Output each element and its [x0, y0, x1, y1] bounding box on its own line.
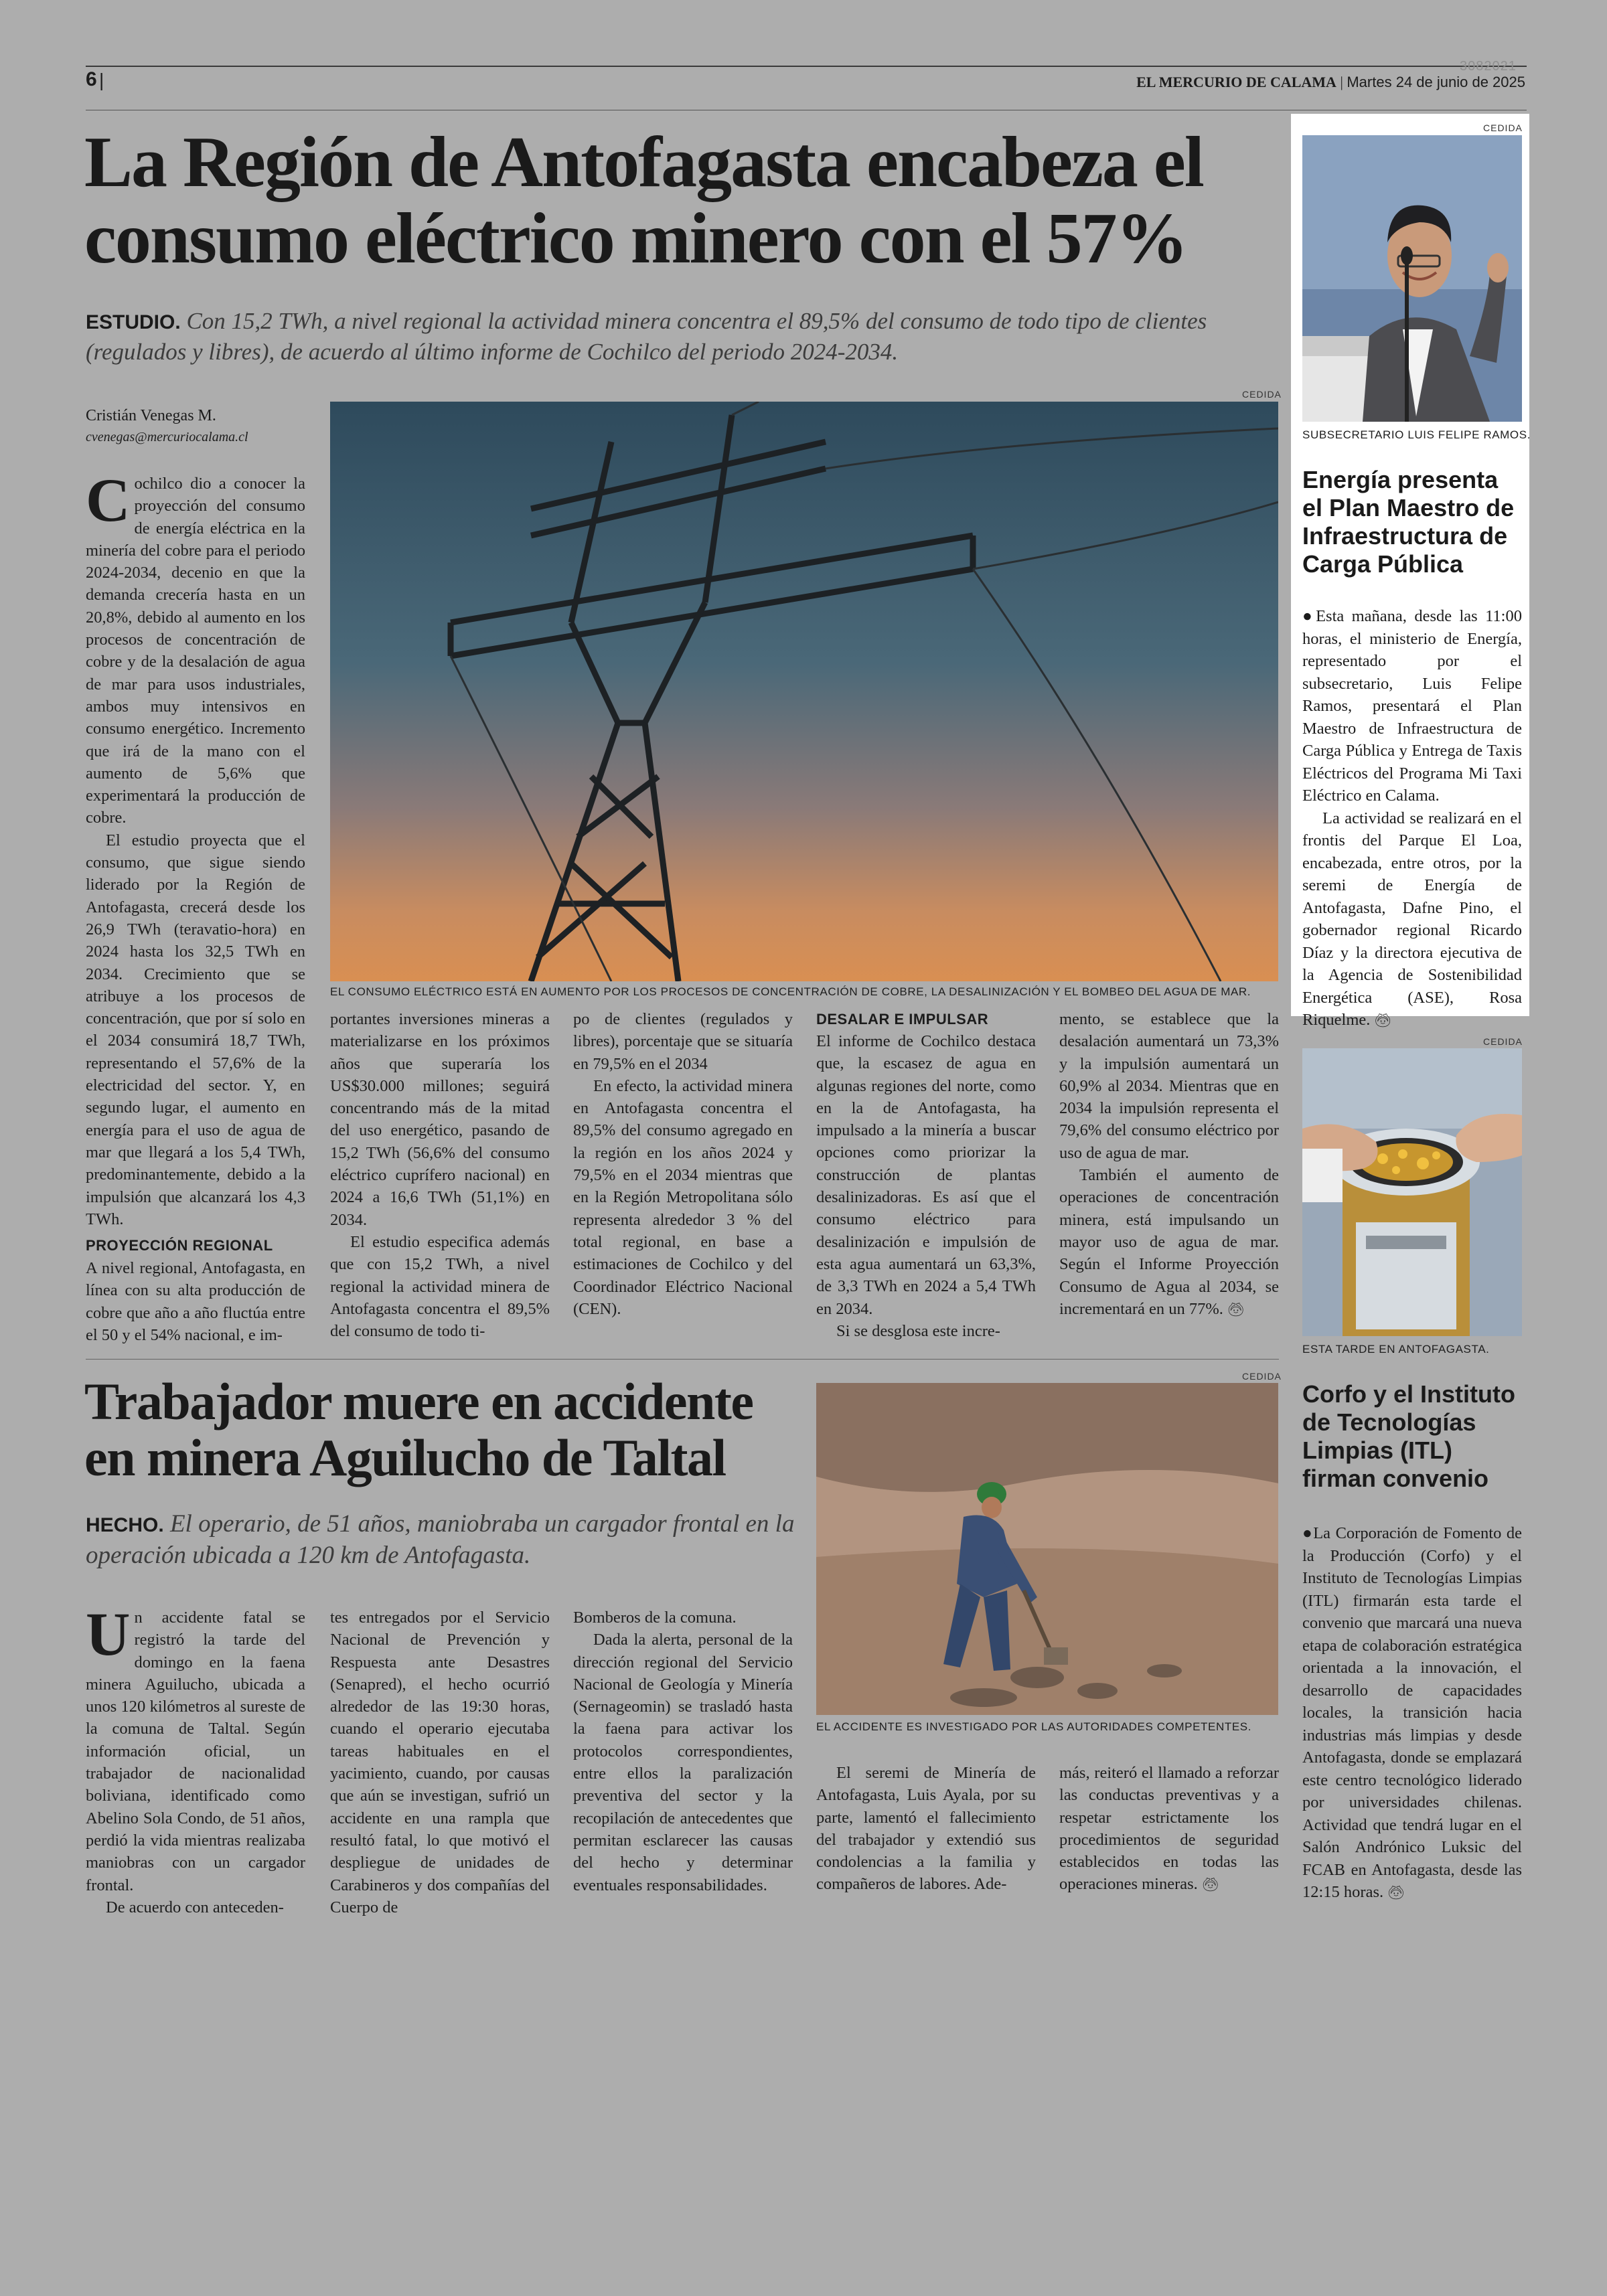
power-tower-image	[330, 402, 1278, 981]
article2-kicker: HECHO.	[86, 1514, 164, 1536]
article2-paragraph: Bomberos de la comuna.	[573, 1609, 737, 1627]
sidebar2-photo	[1302, 1048, 1522, 1336]
lab-equipment-image	[1302, 1048, 1522, 1336]
article1-paragraph: El informe de Cochilco destaca que, la escasez de agua en algunas regiones del norte, como en la de Antofagasta, ha impulsado a la minería a buscar opciones como priorizar la construcción de plantas desalinizadoras. Es así que el consumo eléctrico para desalinización e impulsión de esta agua aumentará un 63,3%, de 3,3 TWh en 2024 a 5,4 TWh en 2034.	[816, 1032, 1036, 1318]
article2-drop-cap: U	[86, 1600, 131, 1668]
article2-paragraph: Dada la alerta, personal de la dirección regional del Servicio Nacional de Geología y Minería (Sernageomin) se trasladó hasta la faena para activar los protocolos correspondientes, entre ellos la paralización preventiva del sector y la recopilación de antecedentes que permitan esclarecer las causas del hecho y determinar eventuales responsabilidades.	[573, 1631, 793, 1894]
sidebar1-paragraph	[1302, 807, 1522, 1032]
article2-column-2	[330, 1607, 550, 1918]
article1-photo-caption: EL CONSUMO ELÉCTRICO ESTÁ EN AUMENTO POR LOS PROCESOS DE CONCENTRACIÓN DE COBRE, LA DESALINIZACIÓN Y EL BOMBEO DEL AGUA DE MAR.	[330, 985, 1251, 998]
article1-author: Cristián Venegas M.	[86, 407, 216, 424]
publication-name: EL MERCURIO DE CALAMA	[1136, 74, 1336, 90]
article2-photo-caption: EL ACCIDENTE ES INVESTIGADO POR LAS AUTORIDADES COMPETENTES.	[816, 1720, 1252, 1733]
masthead-info	[1136, 74, 1525, 91]
article2-photo	[816, 1383, 1278, 1715]
end-mark-icon: 🙆︎	[1374, 1012, 1391, 1028]
sidebar1-paragraph-text: Esta mañana, desde las 11:00 horas, el ministerio de Energía, representado por el subsecretario, Luis Felipe Ramos, presentará el Plan Maestro de Infraestructura de Carga Pública y Entrega de Taxis Eléctricos del Programa Mi Taxi Eléctrico en Calama.	[1302, 607, 1522, 805]
article1-column-3	[573, 1008, 793, 1320]
bullet-icon: ●	[1302, 1524, 1314, 1542]
sidebar1-photo	[1302, 135, 1522, 422]
article1-photo-credit: CEDIDA	[1242, 389, 1282, 400]
sidebar2-headline: Corfo y el Instituto de Tecnologías Limpias (ITL) firman convenio	[1302, 1380, 1515, 1492]
page-number: 6	[86, 68, 97, 90]
article1-paragraph: A nivel regional, Antofagasta, en línea con su alta producción de cobre que año a año fluctúa entre el 50 y el 54% nacional, e im-	[86, 1259, 305, 1344]
issue-date: Martes 24 de junio de 2025	[1347, 74, 1525, 90]
article1-title	[84, 122, 1290, 278]
article1-lead-text: Con 15,2 TWh, a nivel regional la actividad minera concentra el 89,5% del consumo de todo tipo de clientes (regulados y libres), de acuerdo al último informe de Cochilco del periodo 2024-2034.	[86, 308, 1207, 365]
article2-paragraph: De acuerdo con anteceden-	[106, 1898, 284, 1916]
article1-column-1	[86, 466, 305, 1346]
sidebar2-content	[1302, 1380, 1522, 1904]
article1-paragraph: Si se desglosa este incre-	[836, 1321, 1000, 1340]
end-mark-icon: 🙆︎	[1201, 1876, 1219, 1893]
article2-title-line1: Trabajador muere en accidente	[84, 1372, 753, 1430]
article1-column-2	[330, 1008, 550, 1342]
sidebar1-body	[1302, 605, 1522, 1032]
sidebar1-headline: Energía presenta el Plan Maestro de Infraestructura de Carga Pública	[1302, 466, 1515, 578]
article1-column-5	[1059, 1008, 1279, 1321]
end-mark-icon: 🙆︎	[1387, 1884, 1405, 1900]
article1-paragraph: mento, se establece que la desalación aumentará un 73,3% y la impulsión aumentará un 60,9% al 2034. Mientras que en 2034 la impulsión representa el 79,6% del consumo eléctrico por uso de agua de mar.	[1059, 1010, 1279, 1162]
article1-photo	[330, 402, 1278, 981]
article1-paragraph	[1059, 1164, 1279, 1321]
page-number-separator: |	[99, 70, 104, 90]
sidebar1-paragraph	[1302, 605, 1522, 807]
sidebar2-body	[1302, 1522, 1522, 1904]
article1-paragraph: En efecto, la actividad minera en Antofagasta concentra el 89,5% del consumo agregado en la región en los años 2024 y 79,5% en el 2034 mientras que en la Región Metropolitana sólo representa alrededor 3 % del total regional, en base a estimaciones de Cochilco y del Coordinador Eléctrico Nacional (CEN).	[573, 1076, 793, 1318]
sidebar1-paragraph-text: La actividad se realizará en el frontis del Parque El Loa, encabezada, entre otros, por la seremi de Energía de Antofagasta, Dafne Pino, el gobernador regional Ricardo Díaz y la directora ejecutiva de la Agencia de Sostenibilidad Energética (ASE), Rosa Riquelme.	[1302, 809, 1522, 1029]
speaker-portrait-image	[1302, 135, 1522, 422]
sidebar2-photo-caption: ESTA TARDE EN ANTOFAGASTA.	[1302, 1343, 1490, 1356]
end-mark-icon: 🙆︎	[1227, 1301, 1245, 1317]
article2-paragraph-text: más, reiteró el llamado a reforzar las conductas preventivas y a respetar estrictamente los procedimientos de seguridad establecidos en todas las operaciones mineras.	[1059, 1764, 1279, 1894]
article2-photo-credit: CEDIDA	[1242, 1371, 1282, 1382]
article1-column-4	[816, 1008, 1036, 1342]
article2-column-4	[816, 1762, 1036, 1896]
mine-worker-image	[816, 1383, 1278, 1715]
article1-title-line1: La Región de Antofagasta encabeza el	[84, 122, 1203, 202]
article2-column-1	[86, 1600, 305, 1918]
article1-paragraph: portantes inversiones mineras a materializarse en los próximos años que superaría los US$30.000 millones; seguirá concentrando más de la mitad del uso energético, pasando de 15,2 TWh (56,6% del consumo eléctrico cuprífero nacional) en 2024 a 16,6 TWh (51,1%) en 2034.	[330, 1010, 550, 1229]
article1-drop-cap: C	[86, 466, 131, 534]
article1-kicker: ESTUDIO.	[86, 311, 181, 333]
article2-paragraph: tes entregados por el Servicio Nacional de Prevención y Respuesta ante Desastres (Senapred), el hecho ocurrió alrededor de las 19:30 horas, cuando el operario ejecutaba tareas habituales en el yacimiento, cuando, por causas que aún se investigan, sufrió un accidente en una rampla que resultó fatal, lo que motivó el despliegue de unidades de Carabineros y dos compañías del Cuerpo de	[330, 1609, 550, 1916]
article2-lead-text: El operario, de 51 años, maniobraba un cargador frontal en la operación ubicada a 120 km de Antofagasta.	[86, 1510, 795, 1569]
article1-lead	[86, 307, 1284, 367]
sidebar1-content	[1302, 466, 1522, 1032]
article-separator	[86, 1359, 1279, 1360]
article1-paragraph: po de clientes (regulados y libres), porcentaje que se situaría en 79,5% en el 2034	[573, 1010, 793, 1073]
article2-paragraph: El seremi de Minería de Antofagasta, Luis Ayala, por su parte, lamentó el fallecimiento del trabajador y extendió sus condolencias a la familia y compañeros de labores. Ade-	[816, 1764, 1036, 1894]
article2-title-line2: en minera Aguilucho de Taltal	[84, 1428, 726, 1487]
article2-lead	[86, 1509, 795, 1570]
bullet-icon: ●	[1302, 607, 1316, 625]
article1-paragraph: El estudio especifica además que con 15,2 TWh, a nivel regional la actividad minera de Antofagasta concentra el 89,5% del consumo de todo ti-	[330, 1232, 550, 1341]
article2-column-3	[573, 1607, 793, 1896]
article1-title-line2: consumo eléctrico minero con el 57%	[84, 199, 1187, 278]
article1-email: cvenegas@mercuriocalama.cl	[86, 430, 248, 444]
article2-column-5	[1059, 1762, 1279, 1896]
sidebar2-paragraph	[1302, 1522, 1522, 1904]
article1-paragraph: El estudio proyecta que el consumo, que sigue siendo liderado por la Región de Antofagasta, crecerá desde los 26,9 TWh (teravatio-hora) en 2024 hasta los 32,5 TWh en 2034. Crecimiento que se atribuye a los procesos de concentración, que por sí solo en el 2034 consumirá 18,7 TWh, representando el 57,6% de la electricidad del sector. Y, en segundo lugar, el aumento en energía para el uso de agua de mar que llegará a los 5,4 TWh, predominantemente, debido a la impulsión que alcanzará los 4,3 TWh.	[86, 831, 305, 1228]
article2-title	[84, 1374, 808, 1486]
sidebar1-photo-credit: CEDIDA	[1483, 122, 1523, 133]
article2-paragraph	[1059, 1762, 1279, 1896]
article1-paragraph: ochilco dio a conocer la proyección del consumo de energía eléctrica en la minería del cobre para el periodo 2024-2034, decenio en que la demanda crecería hasta en un 20,8%, debido al aumento en los procesos de concentración de cobre y de la desalación de agua de mar para usos industriales, ambos muy intensivos en consumo energético. Incremento que irá de la mano con el aumento de 5,6% que experimentará la producción de cobre.	[86, 475, 305, 827]
article1-subhead-desalar: DESALAR E IMPULSAR	[816, 1011, 989, 1028]
sidebar2-photo-credit: CEDIDA	[1483, 1036, 1523, 1047]
masthead-rule	[86, 66, 1527, 67]
sidebar2-paragraph-text: La Corporación de Fomento de la Producción (Corfo) y el Instituto de Tecnologías Limpias (ITL) firmarán esta tarde el convenio que marcará una nueva etapa de colaboración estratégica orientada a la innovación, el desarrollo de capacidades locales, la transición hacia industrias más limpias y desde Antofagasta, donde se emplazará este centro tecnológico liderado por universidades chilenas. Actividad que tendrá lugar en el Salón Andrónico Luksic del FCAB en Antofagasta, desde las 12:15 horas.	[1302, 1524, 1522, 1901]
watermark: 3082021	[1460, 59, 1517, 74]
article2-paragraph: n accidente fatal se registró la tarde del domingo en la faena minera Aguilucho, ubicada a unos 120 kilómetros al sureste de la comuna de Taltal. Según información oficial, un trabajador de nacionalidad boliviana, identificado como Abelino Sola Condo, de 51 años, perdió la vida mientras realizaba maniobras con un cargador frontal.	[86, 1609, 305, 1894]
sidebar1-photo-caption: SUBSECRETARIO LUIS FELIPE RAMOS.	[1302, 428, 1531, 441]
masthead-separator: |	[1340, 74, 1347, 90]
article1-subhead-proyeccion: PROYECCIÓN REGIONAL	[86, 1237, 273, 1254]
article1-paragraph-text: También el aumento de operaciones de concentración minera, está impulsando un mayor uso de agua de mar. Según el Informe Proyección Consumo de Agua al 2034, se incrementará en un 77%.	[1059, 1166, 1279, 1318]
